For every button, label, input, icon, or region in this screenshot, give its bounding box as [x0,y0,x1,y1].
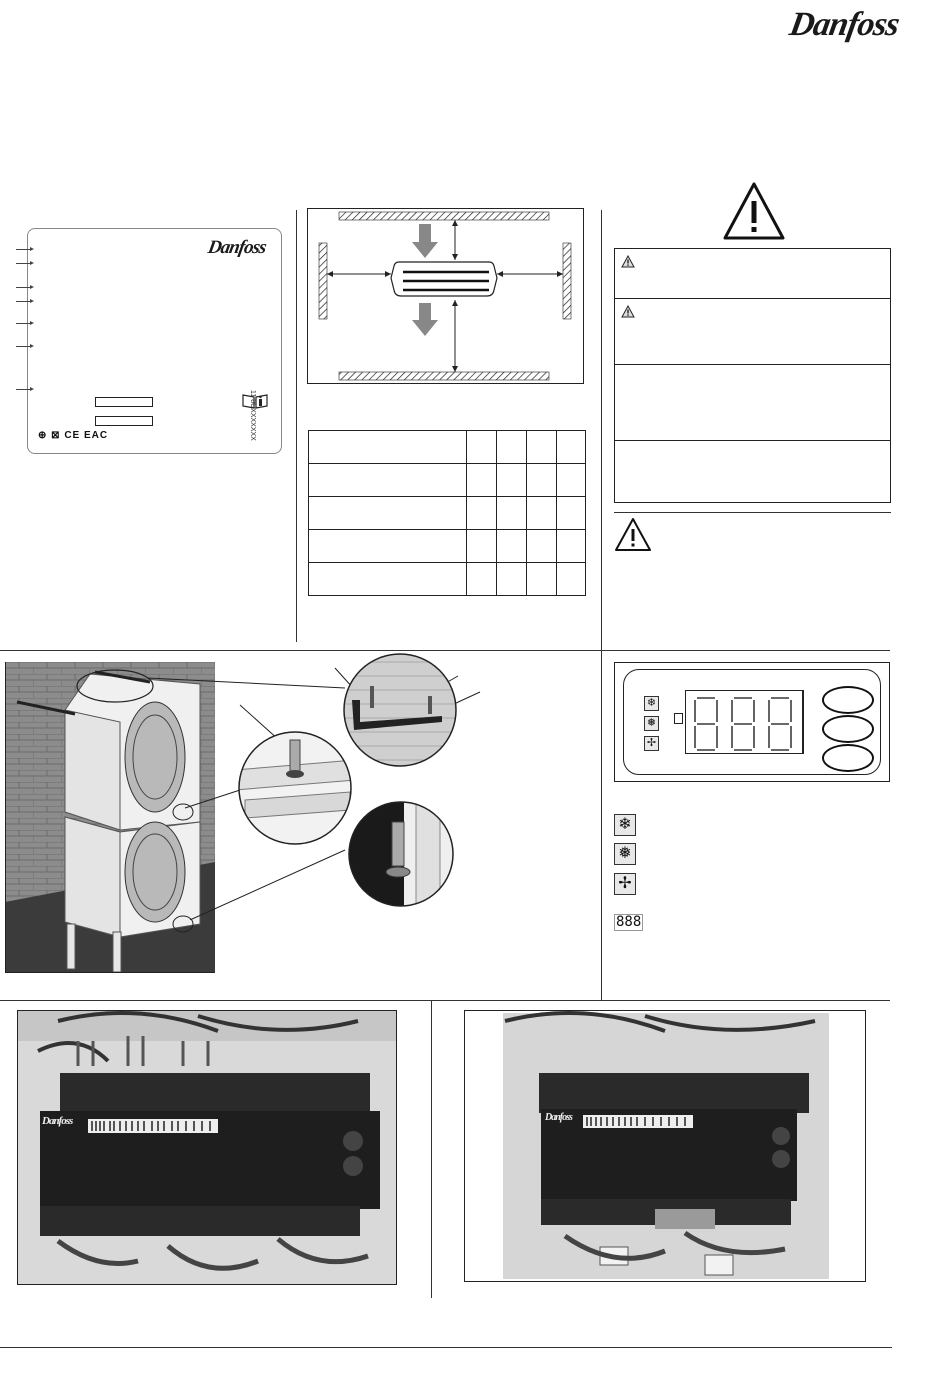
table-row [309,563,586,596]
clearance-table [308,430,586,596]
nameplate-label [27,228,282,454]
controller-photo-right [464,1010,866,1282]
warning-triangle-icon [614,517,652,552]
column-divider [431,1000,432,1298]
fan-icon: ✢ [614,873,636,895]
warning-triangle-icon [621,255,635,268]
nameplate-certification-marks: ⊕ ⊠ CE EAC [38,430,109,441]
section-divider [0,1000,890,1001]
seven-segment-readout [685,690,803,754]
snowflake-icon: ❄ [614,814,636,836]
notice-box [614,440,891,503]
controller-brand-logo: Danfoss [42,1115,73,1127]
nameplate-brand-logo: Danfoss [206,237,268,258]
nameplate-field [95,397,153,407]
notice-box [614,364,891,441]
display-button-set[interactable] [822,715,874,743]
bolt-detail-lower [344,800,458,908]
warning-box [614,298,891,365]
bolt-detail-upper [235,730,355,846]
section-divider [614,512,891,513]
table-row [309,464,586,497]
defrost-icon: ❅ [614,843,636,865]
clearance-diagram [307,208,584,384]
nameplate-serial: 11 8UXXXXXXX [249,390,256,441]
warning-box [614,248,891,299]
column-divider [296,210,297,642]
wall-hatch [339,372,549,380]
controller-display-diagram [614,662,890,782]
nameplate-field [95,416,153,426]
wall-hatch [563,243,571,319]
snowflake-icon: ❄ [644,696,659,711]
footer-rule [0,1347,892,1348]
digits-icon: 888 [616,914,642,930]
controller-brand-logo: Danfoss [545,1112,572,1123]
section-divider [0,650,890,651]
table-row [309,497,586,530]
header-brand-logo: Danfoss [786,6,902,43]
warning-triangle-icon [722,181,786,241]
table-row [309,530,586,563]
column-divider [601,210,602,1000]
wall-hatch [319,243,327,319]
defrost-icon: ❅ [644,716,659,731]
table-row [309,431,586,464]
wall-bracket-detail [342,652,458,768]
display-button-down[interactable] [822,744,874,772]
fan-icon: ✢ [644,736,659,751]
wall-hatch [339,212,549,220]
controller-photo-left [17,1010,397,1285]
display-button-up[interactable] [822,686,874,714]
warning-triangle-icon [621,305,635,318]
